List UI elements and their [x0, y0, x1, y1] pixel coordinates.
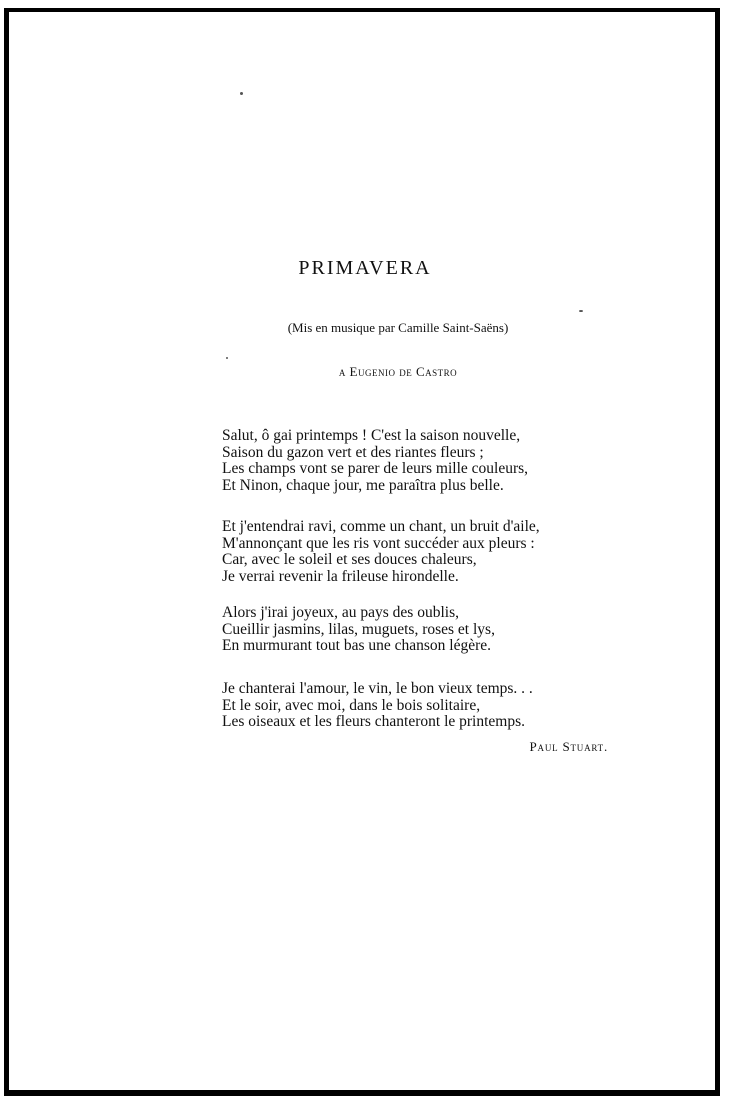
poem-title: PRIMAVERA: [298, 257, 432, 279]
verse-line: Alors j'irai joyeux, au pays des oublis,: [222, 604, 459, 621]
verse-line: Je verrai revenir la frileuse hirondelle.: [222, 567, 459, 585]
verse-line: Et j'entendrai ravi, comme un chant, un bruit d'aile,: [222, 518, 540, 535]
verse-line: Et Ninon, chaque jour, me paraîtra plus belle.: [222, 476, 504, 494]
verse-line: En murmurant tout bas une chanson légère.: [222, 637, 492, 654]
poem-dedication: a Eugenio de Castro: [338, 364, 458, 379]
stanza-2: [222, 519, 540, 585]
verse-line: Je chanterai l'amour, le vin, le bon vieux temps. . .: [222, 680, 533, 697]
verse-line: Cueillir jasmins, lilas, muguets, roses et lys,: [222, 620, 495, 638]
stanza-1: [222, 428, 528, 494]
ink-speck: [579, 310, 583, 312]
verse-line: Car, avec le soleil et ses douces chaleurs,: [222, 551, 477, 568]
verse-line: Les oiseaux et les fleurs chanteront le printemps.: [222, 713, 526, 730]
verse-line: Les champs vont se parer de leurs mille couleurs,: [222, 460, 529, 477]
author-signature: Paul Stuart.: [529, 739, 608, 754]
ink-speck: [226, 357, 228, 359]
verse-line: Salut, ô gai printemps ! C'est la saison nouvelle,: [222, 427, 521, 444]
ink-speck: [240, 92, 243, 95]
verse-line: Saison du gazon vert et des riantes fleurs ;: [222, 443, 484, 461]
verse-line: M'annonçant que les ris vont succéder aux pleurs :: [222, 534, 535, 552]
verse-line: Et le soir, avec moi, dans le bois solitaire,: [222, 696, 481, 714]
poem-subtitle: (Mis en musique par Camille Saint-Saëns): [287, 320, 509, 335]
stanza-3: [222, 605, 495, 655]
stanza-4: [222, 681, 533, 731]
